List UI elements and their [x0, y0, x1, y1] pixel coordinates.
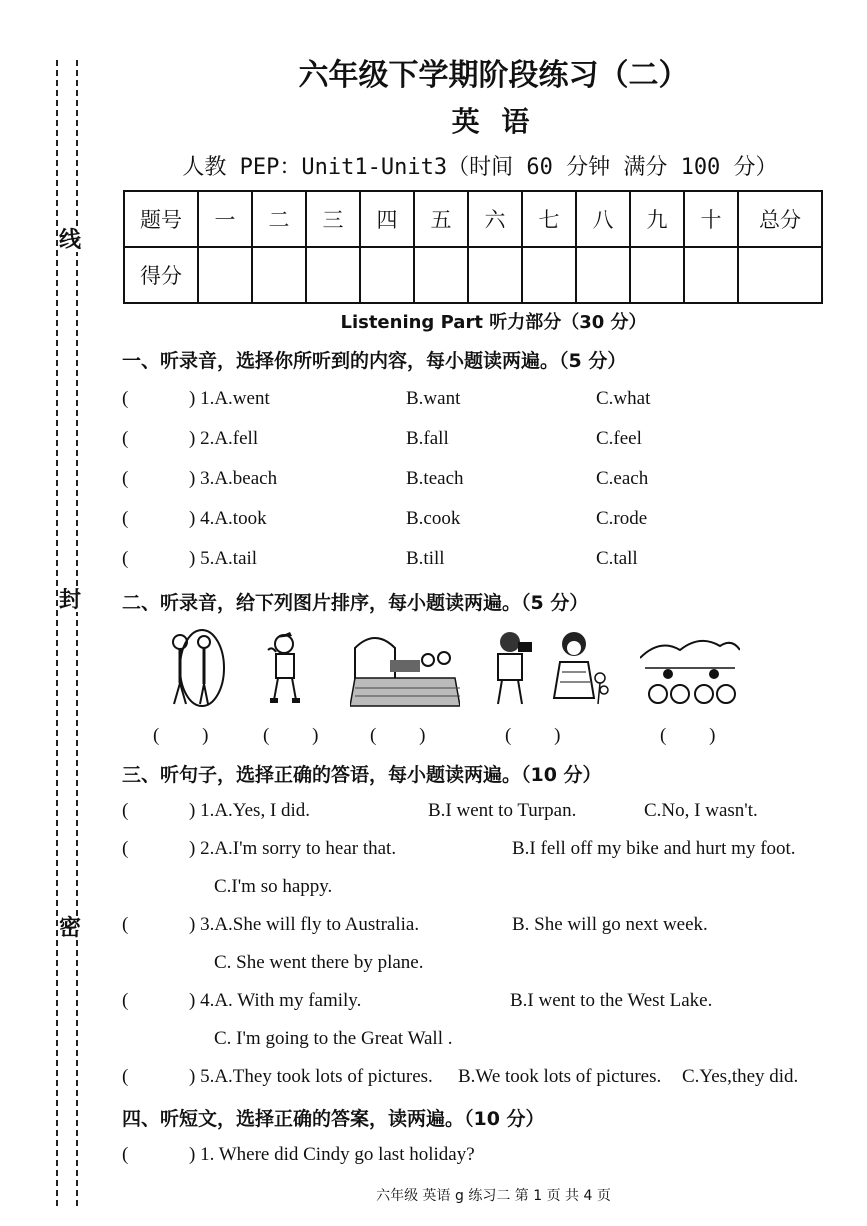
option-a: ) 2.A.I'm sorry to hear that.: [189, 838, 397, 859]
two-kids-measuring-icon: [160, 628, 230, 708]
score-table-score-row: [124, 247, 822, 303]
answer-blank[interactable]: (: [122, 800, 129, 821]
option-b: B.till: [406, 548, 445, 569]
exam-title: 六年级下学期阶段练习（二）: [298, 58, 689, 93]
option-a: ) 1.A.went: [189, 388, 270, 409]
exam-info: 人教 PEP：Unit1-Unit3（时间 60 分钟 满分 100 分）: [182, 155, 778, 180]
option-c: C.No, I wasn't.: [644, 800, 758, 821]
option-a: ) 3.A.She will fly to Australia.: [189, 914, 420, 935]
section2-title: 二、听录音，给下列图片排序，每小题读两遍。（5 分）: [122, 592, 589, 614]
score-table-header-row: [124, 191, 822, 247]
answer-blank[interactable]: (: [122, 1066, 129, 1087]
bikes-scene-icon: [640, 628, 740, 708]
option-c: C. I'm going to the Great Wall .: [214, 1028, 453, 1049]
photographers-icon: [488, 628, 538, 708]
answer-blank[interactable]: (: [122, 548, 129, 569]
option-c: C.each: [596, 468, 649, 489]
option-b: B.I went to Turpan.: [428, 800, 577, 821]
score-input-cell[interactable]: [684, 247, 738, 303]
score-cell: 一: [198, 191, 252, 247]
picture-answer-blank[interactable]: ( ): [263, 725, 319, 746]
score-cell: 题号: [124, 191, 198, 247]
score-cell: 十: [684, 191, 738, 247]
score-input-cell[interactable]: [252, 247, 306, 303]
option-b: B.want: [406, 388, 461, 409]
answer-blank[interactable]: (: [122, 468, 129, 489]
option-a: ) 4.A. With my family.: [189, 990, 362, 1011]
picture-answer-blank[interactable]: ( ): [660, 725, 716, 746]
question-text: ) 1. Where did Cindy go last holiday?: [189, 1144, 475, 1165]
option-c: C.what: [596, 388, 651, 409]
answer-blank[interactable]: (: [122, 428, 129, 449]
boat-scene-icon: [350, 628, 460, 708]
score-input-cell[interactable]: [522, 247, 576, 303]
binding-char-mid: 封: [59, 588, 82, 613]
score-cell: 三: [306, 191, 360, 247]
score-input-cell[interactable]: [360, 247, 414, 303]
answer-blank[interactable]: (: [122, 1144, 129, 1165]
score-cell: 七: [522, 191, 576, 247]
option-b: B.teach: [406, 468, 464, 489]
score-cell: 六: [468, 191, 522, 247]
score-cell: 得分: [124, 247, 198, 303]
option-c: C.feel: [596, 428, 642, 449]
binding-char-bottom: 密: [59, 916, 82, 941]
option-b: B.I went to the West Lake.: [510, 990, 713, 1011]
answer-blank[interactable]: (: [122, 990, 129, 1011]
score-cell: 九: [630, 191, 684, 247]
option-a: ) 1.A.Yes, I did.: [189, 800, 311, 821]
option-b: B.I fell off my bike and hurt my foot.: [512, 838, 796, 859]
section3-title: 三、听句子，选择正确的答语，每小题读两遍。（10 分）: [122, 764, 602, 786]
boy-crying-icon: [262, 628, 312, 708]
score-table: [123, 190, 823, 304]
option-c: C.I'm so happy.: [214, 876, 333, 897]
option-b: B.fall: [406, 428, 449, 449]
picture-answer-blank[interactable]: ( ): [153, 725, 209, 746]
answer-blank[interactable]: (: [122, 508, 129, 529]
option-c: C.Yes,they did.: [682, 1066, 799, 1087]
score-input-cell[interactable]: [198, 247, 252, 303]
picture-answer-blank[interactable]: ( ): [505, 725, 561, 746]
score-input-cell[interactable]: [630, 247, 684, 303]
score-cell: 二: [252, 191, 306, 247]
score-input-cell[interactable]: [414, 247, 468, 303]
option-c: C.tall: [596, 548, 638, 569]
option-b: B. She will go next week.: [512, 914, 708, 935]
option-a: ) 5.A.They took lots of pictures.: [189, 1066, 433, 1087]
option-c: C.rode: [596, 508, 648, 529]
answer-blank[interactable]: (: [122, 388, 129, 409]
score-cell: 八: [576, 191, 630, 247]
answer-blank[interactable]: (: [122, 838, 129, 859]
binding-char-top: 线: [59, 228, 82, 253]
section4-title: 四、听短文，选择正确的答案，读两遍。（10 分）: [122, 1108, 545, 1130]
answer-blank[interactable]: (: [122, 914, 129, 935]
option-a: ) 5.A.tail: [189, 548, 258, 569]
score-input-cell[interactable]: [468, 247, 522, 303]
option-a: ) 4.A.took: [189, 508, 267, 529]
listening-part-title: Listening Part 听力部分（30 分）: [340, 312, 647, 333]
binding-line-outer: [56, 60, 58, 1206]
page-footer: 六年级 英语 g 练习二 第 1 页 共 4 页: [376, 1188, 611, 1204]
picture-answer-blank[interactable]: ( ): [370, 725, 426, 746]
option-b: B.cook: [406, 508, 461, 529]
section1-title: 一、听录音，选择你所听到的内容，每小题读两遍。（5 分）: [122, 350, 627, 372]
option-a: ) 3.A.beach: [189, 468, 278, 489]
subject-title: 英 语: [451, 105, 536, 138]
score-cell: 四: [360, 191, 414, 247]
score-cell: 五: [414, 191, 468, 247]
score-cell: 总分: [738, 191, 822, 247]
option-a: ) 2.A.fell: [189, 428, 259, 449]
girl-with-flowers-icon: [548, 628, 610, 708]
option-c: C. She went there by plane.: [214, 952, 424, 973]
score-input-cell[interactable]: [738, 247, 822, 303]
option-b: B.We took lots of pictures.: [458, 1066, 662, 1087]
score-input-cell[interactable]: [576, 247, 630, 303]
score-input-cell[interactable]: [306, 247, 360, 303]
